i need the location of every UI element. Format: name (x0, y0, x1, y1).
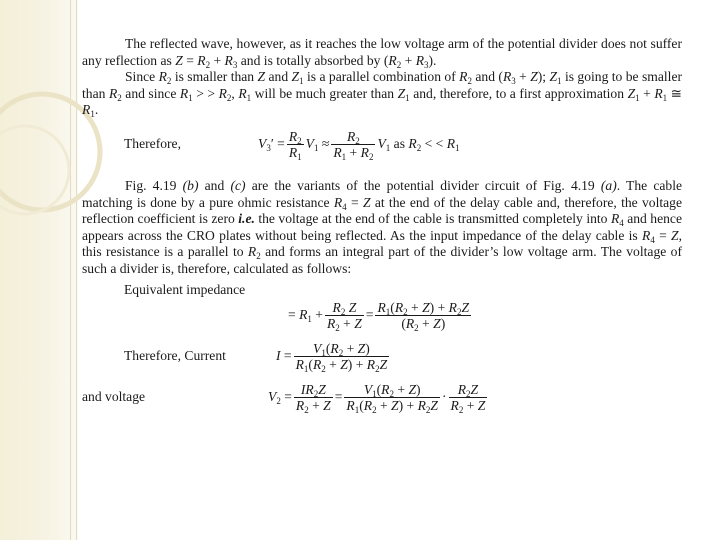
text: voltage reflection coefficient is zero (82, 194, 683, 227)
current-equation: Therefore, Current I = $\frac{V_1(R_2 + Z)}{R_1(R_2 + Z) + R_2Z}$ (124, 341, 388, 375)
impedance-equation: = $R_1$ + $\frac{R_2 Z}{R_2 + Z}$ = $\frac{R_1(R_2 + Z) + R_2Z}{(R_2 + Z)}$ (288, 300, 470, 334)
text: matching is done by a pure ohmic resistance (82, 194, 330, 210)
equation-label: Therefore, Current (124, 348, 226, 364)
text: the voltage at the end of the cable is transmitted completely (258, 211, 583, 227)
text: delay cable is (561, 227, 638, 243)
paragraph-1: The reflected wave, however, as it reaches the low voltage arm of the potential divider does not suffer any reflection as $Z = R_2 + R_3$ and is totally absorbed by $(R_2 + R_3)$. (82, 36, 682, 70)
text: and (475, 69, 495, 85)
text: Since (125, 69, 156, 85)
therefore-equation: Therefore, $V_3'$ = $\frac{R_2}{R_1}$ $V_1$ ≈ $\frac{R_2}{R_1 + R_2}$ $V_1$ as $R_2$ < < $R_1$ (124, 128, 460, 162)
text: . The cable (616, 177, 682, 193)
text: and (204, 177, 225, 193)
text: suffer any reflection as (82, 36, 682, 68)
text: and forms an integral part of the divider’s low (265, 244, 524, 260)
equation-label: Therefore, (124, 136, 181, 152)
text: and hence appears across the CRO plates without being reflected. As the input impedance of the (82, 211, 683, 243)
text: are the variants of the potential divider circuit of Fig. 4.19 (251, 177, 595, 193)
text: smaller than (82, 69, 683, 101)
paragraph-2: Fig. 4.19 (b) and (c) are the variants of the potential divider circuit of Fig. 4.19 (a). The cable matching is done by a pure ohmic resistance $R_4 = Z$ at the end of the delay cable and, therefore, the voltage reflection coefficient is zero i.e. the voltage at the end of the cable is transmitted completely into $R_4$ and hence appears across the CRO plates without being reflected. As the input impedance of the delay cable is $R_4 = Z$, this resistance is a parallel to $R_2$ and forms an integral part of the divider’s low voltage arm. The voltage of such a divider is, therefore, calculated as follows: (82, 177, 683, 276)
text: is going to be (564, 69, 639, 85)
text: (b) (182, 177, 199, 193)
text: is smaller than (174, 69, 255, 85)
text: and is totally absorbed by (240, 52, 381, 68)
decorative-line (70, 0, 71, 540)
left-decorative-band (0, 0, 78, 540)
text: Fig. 4.19 (125, 177, 177, 193)
text: voltage arm. The voltage of such a divider is, therefore, calculated as follows: (82, 244, 682, 276)
text: into (586, 211, 608, 227)
text: and, therefore, to a first approximation (413, 85, 625, 101)
equation-label: Equivalent impedance (124, 281, 246, 297)
paragraph-1b: Since $R_2$ is smaller than Z and $Z_1$ is a parallel combination of $R_2$ and $(R_3 + Z)$; $Z_1$ is going to be smaller than $R_2$ and since $R_1$ > > $R_2$, $R_1$ will be much greater than $Z_1$ and, therefore, to a first approximation $Z_1 + R_1$ ≅ $R_1$. (82, 69, 683, 120)
document-body (82, 36, 683, 416)
text: and (268, 69, 289, 85)
text: (c) (230, 177, 246, 193)
text: will be much greater than (254, 85, 395, 101)
text: , this resistance is a parallel to (82, 227, 682, 260)
text: at the end of the delay cable and, therefore, the (374, 194, 638, 210)
text: as (393, 136, 405, 152)
text: is a parallel combination of (307, 69, 456, 85)
text: (a) (600, 177, 617, 193)
equation-label: and voltage (82, 389, 146, 405)
text: The reflected wave, however, as it reaches the low voltage arm of the potential divider does not (125, 36, 647, 51)
decorative-line (76, 0, 77, 540)
text: i.e. (238, 211, 255, 227)
text: and since (125, 85, 177, 101)
voltage-equation: and voltage $V_2$ = $\frac{IR_2Z}{R_2 + Z}$ = $\frac{V_1(R_2 + Z)}{R_1(R_2 + Z) + R_2Z}$ · $\frac{R_2Z}{R_2 + Z}$ (82, 382, 486, 416)
